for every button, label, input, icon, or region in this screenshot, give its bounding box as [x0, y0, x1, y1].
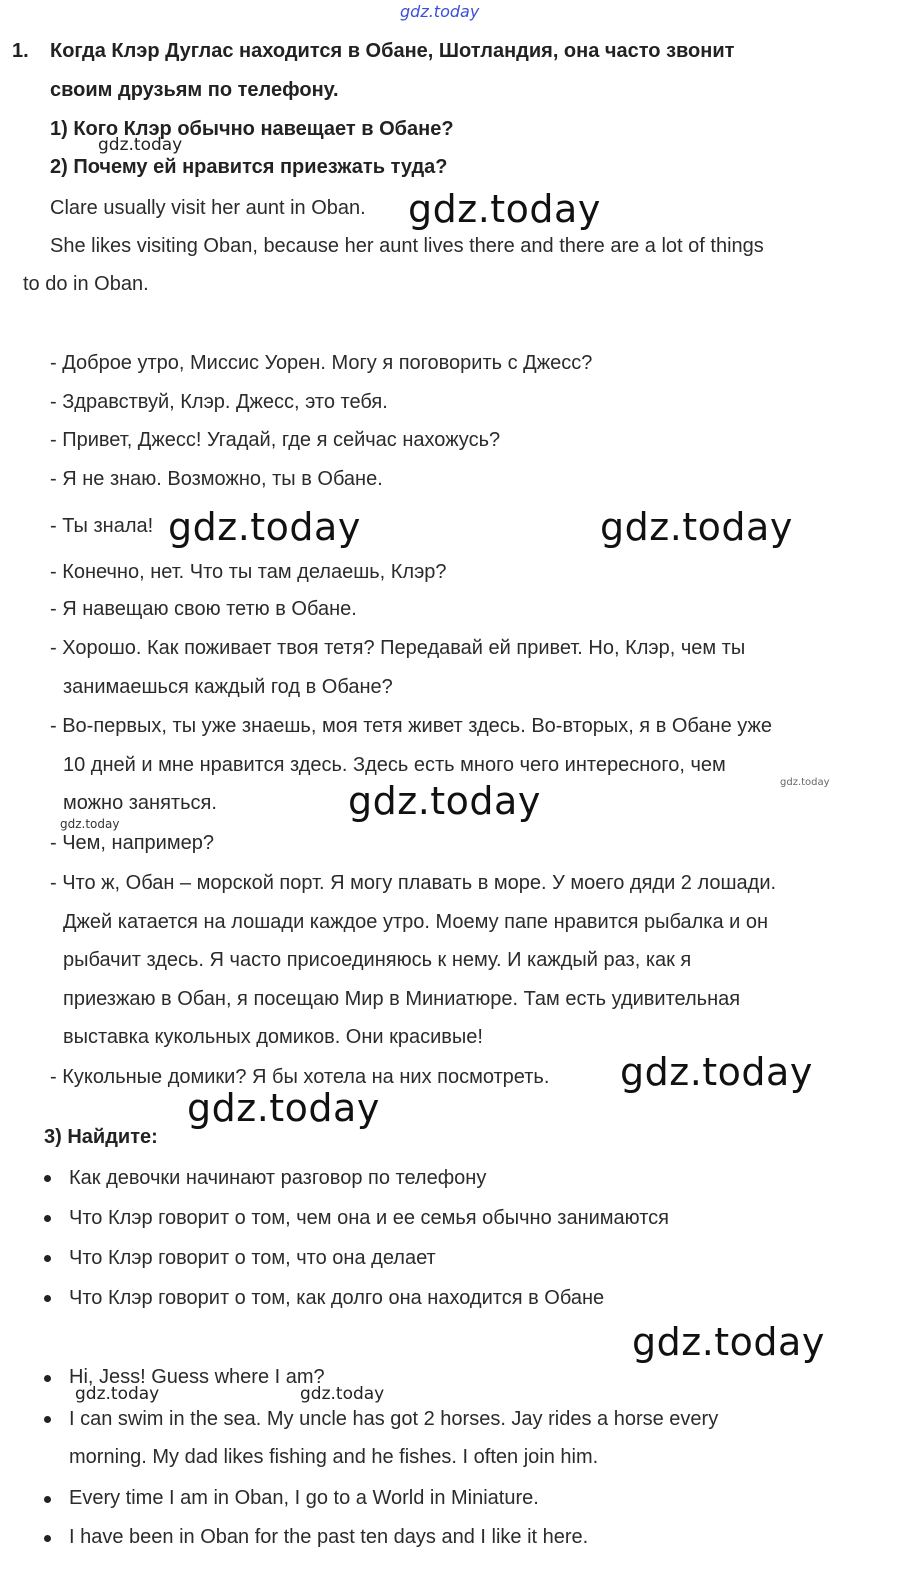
dialogue-line: - Ты знала! — [50, 515, 154, 537]
bullet-icon — [44, 1175, 51, 1182]
watermark: gdz.today — [300, 1384, 385, 1404]
find-item: Что Клэр говорит о том, что она делает — [69, 1247, 436, 1269]
dialogue-line: приезжаю в Обан, я посещаю Мир в Миниатюре. Там есть удивительная — [63, 988, 741, 1010]
answer-item: I have been in Oban for the past ten days and I like it here. — [69, 1526, 589, 1548]
dialogue-line: - Я не знаю. Возможно, ты в Обане. — [50, 468, 383, 490]
watermark: gdz.today — [780, 777, 830, 788]
dialogue-line: - Доброе утро, Миссис Уорен. Могу я поговорить с Джесс? — [50, 352, 593, 374]
bullet-icon — [44, 1416, 51, 1423]
bullet-icon — [44, 1295, 51, 1302]
answer-1: Clare usually visit her aunt in Oban. — [50, 197, 366, 219]
question-2: 2) Почему ей нравится приезжать туда? — [50, 156, 448, 178]
dialogue-line: рыбачит здесь. Я часто присоединяюсь к нему. И каждый раз, как я — [63, 949, 692, 971]
find-item: Что Клэр говорит о том, как долго она находится в Обане — [69, 1287, 605, 1309]
bullet-icon — [44, 1496, 51, 1503]
watermark: gdz.today — [187, 1086, 380, 1130]
find-item: Что Клэр говорит о том, чем она и ее семья обычно занимаются — [69, 1207, 669, 1229]
task-prompt-line1: Когда Клэр Дуглас находится в Обане, Шотландия, она часто звонит — [50, 40, 735, 62]
dialogue-line: Джей катается на лошади каждое утро. Моему папе нравится рыбалка и он — [63, 911, 769, 933]
watermark: gdz.today — [75, 1384, 160, 1404]
bullet-icon — [44, 1535, 51, 1542]
bullet-icon — [44, 1215, 51, 1222]
task-number: 1. — [12, 40, 29, 62]
dialogue-line: 10 дней и мне нравится здесь. Здесь есть много чего интересного, чем — [63, 754, 726, 776]
answer-item: I can swim in the sea. My uncle has got 2 horses. Jay rides a horse every — [69, 1408, 719, 1430]
answer-item-continuation: morning. My dad likes fishing and he fishes. I often join him. — [69, 1446, 599, 1468]
dialogue-line: - Хорошо. Как поживает твоя тетя? Передавай ей привет. Но, Клэр, чем ты — [50, 637, 746, 659]
watermark: gdz.today — [620, 1050, 813, 1094]
watermark: gdz.today — [98, 135, 183, 155]
dialogue-line: - Привет, Джесс! Угадай, где я сейчас нахожусь? — [50, 429, 501, 451]
answer-item: Hi, Jess! Guess where I am? — [69, 1366, 325, 1388]
watermark: gdz.today — [60, 817, 120, 831]
dialogue-line: занимаешься каждый год в Обане? — [63, 676, 393, 698]
dialogue-line: - Что ж, Обан – морской порт. Я могу плавать в море. У моего дяди 2 лошади. — [50, 872, 777, 894]
dialogue-line: - Чем, например? — [50, 832, 214, 854]
watermark: gdz.today — [632, 1320, 825, 1364]
watermark: gdz.today — [600, 505, 793, 549]
answer-2-line1: She likes visiting Oban, because her aunt lives there and there are a lot of things — [50, 235, 764, 257]
watermark: gdz.today — [408, 187, 601, 231]
find-item: Как девочки начинают разговор по телефону — [69, 1167, 487, 1189]
dialogue-line: - Кукольные домики? Я бы хотела на них посмотреть. — [50, 1066, 550, 1088]
dialogue-line: - Во-первых, ты уже знаешь, моя тетя живет здесь. Во-вторых, я в Обане уже — [50, 715, 773, 737]
question-1: 1) Кого Клэр обычно навещает в Обане? — [50, 118, 454, 140]
dialogue-line: - Здравствуй, Клэр. Джесс, это тебя. — [50, 391, 388, 413]
dialogue-line: - Я навещаю свою тетю в Обане. — [50, 598, 357, 620]
task-prompt-line2: своим друзьям по телефону. — [50, 79, 339, 101]
dialogue-line: - Конечно, нет. Что ты там делаешь, Клэр? — [50, 561, 447, 583]
answer-item: Every time I am in Oban, I go to a World in Miniature. — [69, 1487, 539, 1509]
find-heading: 3) Найдите: — [44, 1126, 158, 1148]
dialogue-line: можно заняться. — [63, 792, 217, 814]
bullet-icon — [44, 1255, 51, 1262]
watermark: gdz.today — [348, 779, 541, 823]
header-watermark: gdz.today — [400, 2, 480, 21]
watermark: gdz.today — [168, 505, 361, 549]
answer-2-line2: to do in Oban. — [23, 273, 149, 295]
bullet-icon — [44, 1375, 51, 1382]
dialogue-line: выставка кукольных домиков. Они красивые! — [63, 1026, 483, 1048]
